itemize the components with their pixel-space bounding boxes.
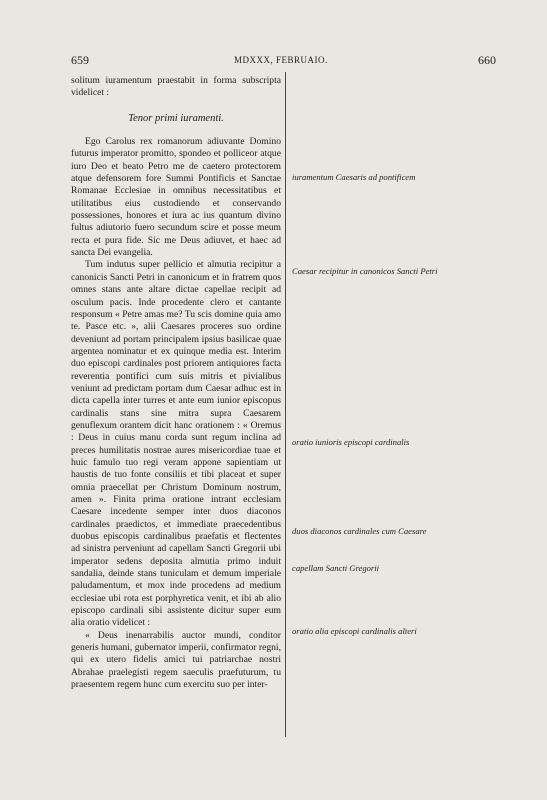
intro-text: solitum iuramentum praestabit in forma subscripta videlicet :	[71, 75, 281, 99]
paragraph-prayer: « Deus inenarrabilis auctor mundi, conditor generis humani, gubernator imperii, confirmator regni, qui ex utero fidelis amici tui patriarchae nostri Abrahae praelegisti regem saeculis praefuturum, tu praesentem regem hunc cum exercitu suo per inter-	[71, 629, 281, 691]
paragraph-ceremony: Tum indutus super pellicio et almutia recipitur a canonicis Sancti Petri in canonicum et in fratrem quos omnes stans ante altare dictae capellae recipit ad osculum pacis. Inde procedente clero et cantante responsum « Petre amas me? Tu scis domine quia amo te. Pasce etc. », alii Caesares proceres suo ordine deveniunt ad portam principalem ipsius basilicae quae argentea nominatur et ex quinque media est. Interim duo episcopi cardinales post priorem antiquiores facta reverentia pontifici cum suis mitris et pivialibus veniunt ad predictam portam dum Caesar adhuc est in dicta capella inter turres et ante eum iunior episcopus cardinalis stans sine mitra supra Caesarem genuflexum orantem dicit hanc orationem : « Oremus : Deus in cuius manu corda sunt regum inclina ad preces humilitatis nostrae aures misericordiae tuae et huic famulo tuo regi veram appone sapientiam ut haustis de tuo fonte consiliis et tibi placeat et super omnia praecellat per Christum Dominum nostrum, amen ». Finita prima oratione intrant ecclesiam Caesare incedente semper inter duos diaconos cardinales praedictos, et immediate praecedentibus duobus episcopis cardinalibus praefatis et flectentes ad sinistra perveniunt ad capellam Sancti Gregorii ubi imperator sedens deposita almutia primo induit sandalia, deinde stans tuniculam et demum imperiale paludamentum, et mox inde procedens ad medium ecclesiae ubi rota est porphyretica venit, et ibi ab alio episcopo cardinali sibi assistente dicitur super eum alia oratio videlicet :	[71, 259, 281, 629]
margin-note: oratio alia episcopi cardinalis alteri	[292, 626, 417, 636]
margin-note: capellam Sancti Gregorii	[292, 563, 380, 573]
page-number-right: 660	[478, 53, 496, 67]
running-title: MDXXX, FEBRUAIO.	[234, 55, 328, 65]
section-title: Tenor primi iuramenti.	[128, 112, 224, 124]
page-number-left: 659	[71, 53, 89, 67]
margin-note: duos diaconos cardinales cum Caesare	[292, 526, 427, 536]
paragraph-oath: Ego Carolus rex romanorum adiuvante Domino futurus imperator promitto, spondeo et polliceor atque iuro Deo et beato Petro me de caetero protectorem atque defensorem fore Summi Pontificis et Sanctae Romanae Ecclesiae in omnibus necessitatibus et utilitatibus eius custodiendo et conservando possessiones, honores et iura ac ius quantum divino fultus adiutorio fuero secundum scire et posse meum recta et pura fide. Sic me Deus adiuvet, et haec ad sancta Dei evangelia.	[71, 136, 281, 259]
main-text-column	[71, 75, 281, 692]
margin-note: Caesar recipitur in canonicos Sancti Petri	[292, 266, 438, 276]
margin-note: oratio iunioris episcopi cardinalis	[292, 437, 410, 447]
column-divider	[285, 72, 286, 737]
margin-note: iuramentum Caesaris ad pontificem	[292, 172, 416, 182]
